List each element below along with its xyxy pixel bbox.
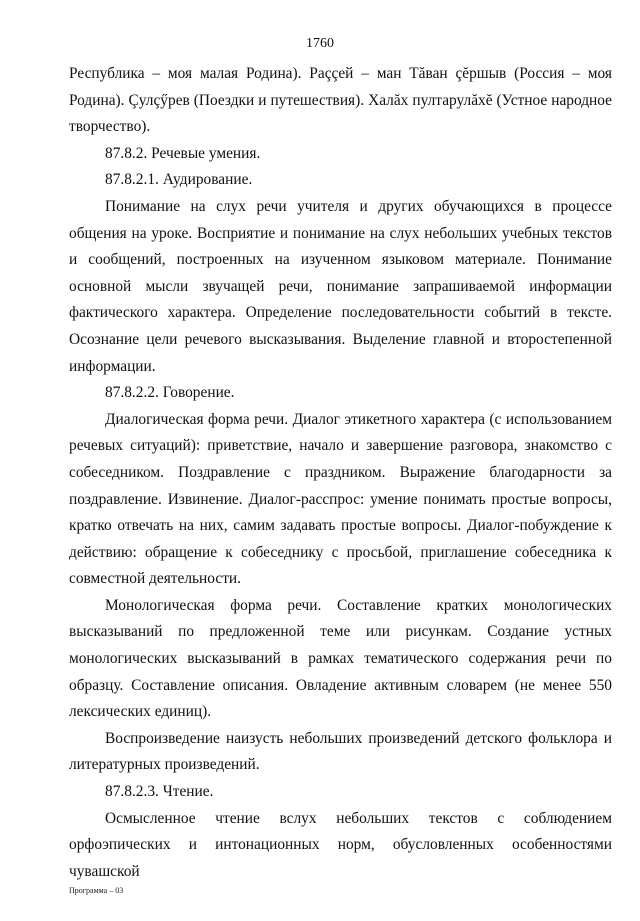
document-body	[69, 61, 612, 885]
paragraph-dialogue: Диалогическая форма речи. Диалог этикетного характера (с использованием речевых ситуаций): приветствие, начало и завершение разговора, знакомство с собеседником. Поздравление с праздником. Выражение благодарности за поздравление. Извинение. Диалог-расспрос: умение понимать простые вопросы, кратко отвечать на них, самим задавать простые вопросы. Диалог-побуждение к действию: обращение к собеседнику с просьбой, приглашение собеседника к совместной деятельности.	[69, 410, 612, 588]
paragraph-recitation: Воспроизведение наизусть небольших произведений детского фольклора и литературных произведений.	[69, 729, 612, 774]
page-number: 1760	[306, 36, 334, 51]
paragraph-monologue: Монологическая форма речи. Составление кратких монологических высказываний по предложенной теме или рисункам. Создание устных монологических высказываний в рамках тематического содержания речи по образцу. Составление описания. Овладение активным словарем (не менее 550 лексических единиц).	[69, 596, 612, 721]
section-heading-listening: 87.8.2.1. Аудирование.	[105, 171, 253, 189]
paragraph-topics-continuation: Республика – моя малая Родина). Раççей – ман Тăван çĕршыв (Россия – моя Родина). Çулçӳрев (Поездки и путешествия). Халăх пултарулăхĕ (Устное народное творчество).	[69, 65, 612, 136]
section-heading-speech-skills: 87.8.2. Речевые умения.	[105, 144, 261, 162]
section-heading-speaking: 87.8.2.2. Говорение.	[105, 384, 235, 402]
footer-program-label: Программа – 03	[69, 886, 124, 895]
section-heading-reading: 87.8.2.3. Чтение.	[105, 783, 214, 801]
paragraph-listening: Понимание на слух речи учителя и других обучающихся в процессе общения на уроке. Восприятие и понимание на слух небольших учебных текстов и сообщений, построенных на изученном языковом материале. Понимание основной мысли звучащей речи, понимание запрашиваемой информации фактического характера. Определение последовательности событий в тексте. Осознание цели речевого высказывания. Выделение главной и второстепенной информации.	[69, 197, 612, 375]
paragraph-reading: Осмысленное чтение вслух небольших текстов с соблюдением орфоэпических и интонационных норм, обусловленных особенностями чувашской	[69, 809, 612, 880]
